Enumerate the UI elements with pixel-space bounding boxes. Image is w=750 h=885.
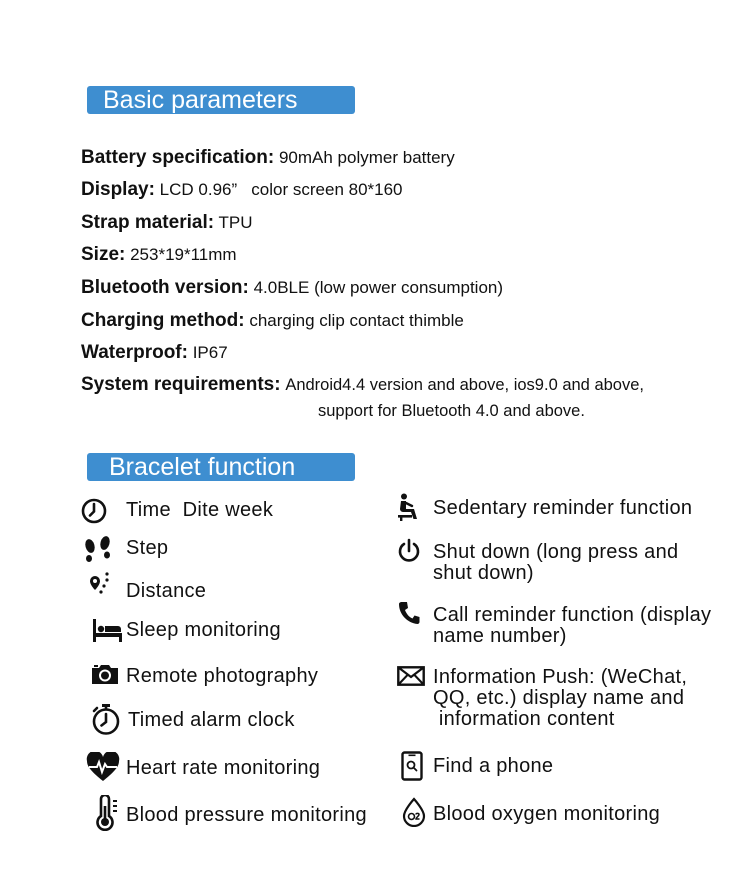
- param-value: LCD 0.96” color screen 80*160: [159, 180, 403, 199]
- param-bluetooth: [81, 277, 503, 299]
- feature-step: Step: [126, 537, 169, 559]
- feature-line: Blood oxygen monitoring: [433, 803, 661, 825]
- stopwatch-icon: [90, 703, 122, 736]
- param-waterproof: [81, 342, 228, 364]
- param-size: [81, 244, 237, 266]
- heart-rate-icon: [86, 752, 120, 782]
- param-label: Waterproof:: [81, 342, 188, 363]
- param-value: 90mAh polymer battery: [278, 148, 455, 167]
- param-value-line2: support for Bluetooth 4.0 and above.: [318, 402, 585, 420]
- feature-line: Shut down (long press and: [433, 541, 679, 563]
- param-battery: [81, 147, 455, 169]
- param-value: 253*19*11mm: [130, 245, 237, 264]
- distance-icon: [88, 571, 112, 599]
- feature-blood-oxygen-monitoring: [433, 804, 660, 825]
- footprints-icon: [82, 534, 114, 564]
- feature-call-reminder: [433, 605, 711, 647]
- feature-heart-rate-monitoring: Heart rate monitoring: [126, 757, 321, 779]
- feature-line: Information Push: (WeChat,: [433, 666, 688, 688]
- sitting-person-icon: [397, 493, 423, 521]
- feature-sedentary-reminder: [433, 498, 692, 519]
- find-phone-icon: [401, 751, 423, 781]
- param-label: Display:: [81, 179, 155, 200]
- param-system: [81, 374, 644, 426]
- param-value: 4.0BLE (low power consumption): [253, 278, 504, 297]
- clock-icon: [80, 497, 108, 525]
- param-label: Charging method:: [81, 310, 245, 331]
- feature-blood-pressure-monitoring: Blood pressure monitoring: [126, 804, 367, 826]
- param-value: charging clip contact thimble: [249, 311, 464, 330]
- camera-icon: [90, 662, 120, 686]
- envelope-icon: [397, 666, 425, 686]
- param-label: Battery specification:: [81, 147, 275, 168]
- param-value: Android4.4 version and above, ios9.0 and above,: [285, 376, 644, 394]
- bracelet-function-banner: Bracelet function: [87, 453, 355, 481]
- feature-sleep-monitoring: Sleep monitoring: [126, 619, 281, 641]
- param-label: Strap material:: [81, 212, 215, 233]
- phone-icon: [398, 601, 420, 625]
- param-value: TPU: [218, 213, 253, 232]
- feature-distance: Distance: [126, 580, 207, 602]
- bed-icon: [92, 618, 123, 643]
- feature-line: Call reminder function (display: [433, 604, 712, 626]
- feature-remote-photography: Remote photography: [126, 665, 319, 687]
- param-label: Bluetooth version:: [81, 277, 249, 298]
- power-icon: [397, 538, 421, 564]
- param-strap: [81, 212, 252, 234]
- feature-line: information content: [433, 708, 615, 730]
- thermometer-icon: [92, 795, 120, 831]
- feature-line: name number): [433, 625, 567, 647]
- basic-parameters-banner: Basic parameters: [87, 86, 355, 114]
- feature-shut-down: [433, 542, 678, 584]
- feature-line: Sedentary reminder function: [433, 497, 693, 519]
- param-display: [81, 179, 403, 201]
- feature-information-push: [433, 667, 687, 730]
- feature-timed-alarm-clock: Timed alarm clock: [128, 709, 295, 731]
- param-value: IP67: [192, 343, 228, 362]
- feature-line: QQ, etc.) display name and: [433, 687, 685, 709]
- feature-time-date-week: Time Dite week: [126, 499, 274, 521]
- blood-oxygen-icon: [401, 797, 427, 827]
- feature-line: Find a phone: [433, 755, 554, 777]
- param-label: Size:: [81, 244, 126, 265]
- param-label: System requirements:: [81, 374, 281, 395]
- feature-find-a-phone: [433, 756, 553, 777]
- param-charging: [81, 310, 464, 332]
- feature-line: shut down): [433, 562, 534, 584]
